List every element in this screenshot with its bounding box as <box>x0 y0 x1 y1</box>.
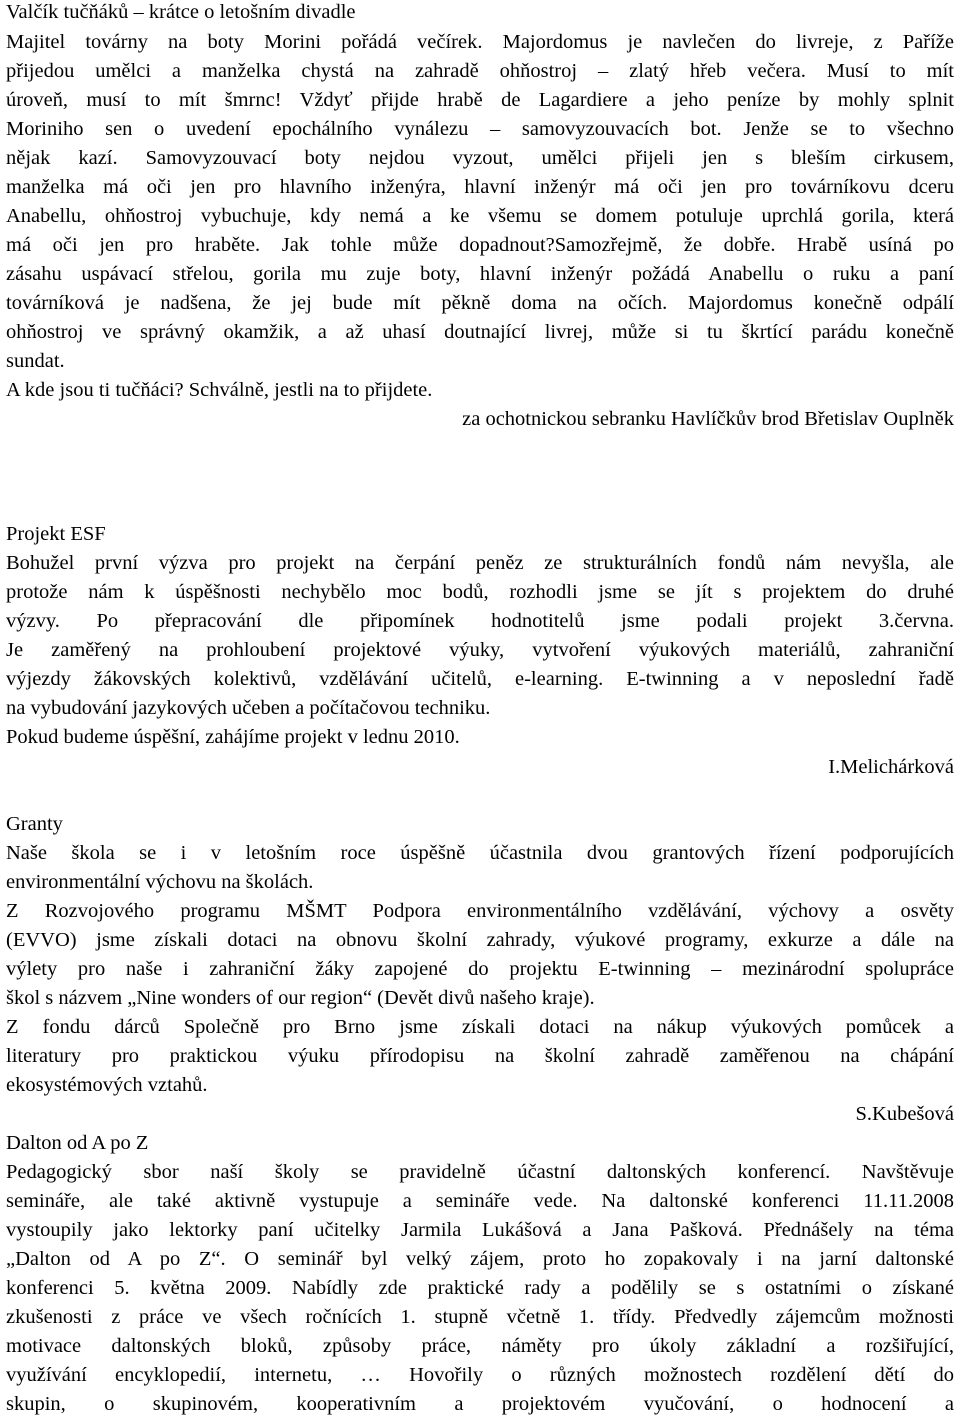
section-title-divadlo: Valčík tučňáků – krátce o letošním divadle <box>6 1 356 23</box>
paragraph-line: má oči jen pro hraběte. Jak tohle může dopadnout?Samozřejmě, že dobře. Hrabě usíná po <box>6 234 954 256</box>
paragraph-line: zásahu uspávací střelou, gorila mu zuje boty, hlavní inženýr požádá Anabellu o ruku a paní <box>6 263 954 285</box>
paragraph-line: Z fondu dárců Společně pro Brno jsme získali dotaci na nákup výukových pomůcek a <box>6 1016 954 1038</box>
paragraph-line: Naše škola se i v letošním roce úspěšně účastnila dvou grantových řízení podporujících <box>6 842 954 864</box>
section-title-dalton: Dalton od A po Z <box>6 1132 149 1154</box>
paragraph-line: (EVVO) jsme získali dotaci na obnovu školní zahrady, výukové programy, exkurze a dále na <box>6 929 954 951</box>
paragraph-line: na vybudování jazykových učeben a počítačovou techniku. <box>6 697 491 719</box>
paragraph-line: semináře, ale také aktivně vystupuje a semináře vede. Na daltonské konferenci 11.11.2008 <box>6 1190 954 1212</box>
paragraph-line: Moriniho sen o uvedení epochálního vynálezu – samovyzouvacích bot. Jenže se to všechno <box>6 118 954 140</box>
paragraph-line: Majitel továrny na boty Morini pořádá večírek. Majordomus je navlečen do livreje, z Paříže <box>6 31 954 53</box>
paragraph-line: Pokud budeme úspěšní, zahájíme projekt v lednu 2010. <box>6 726 460 748</box>
paragraph-line: manželka má oči jen pro hlavního inženýra, hlavní inženýr má oči jen pro továrníkovu dceru <box>6 176 954 198</box>
paragraph-line: škol s názvem „Nine wonders of our region“ (Devět divů našeho kraje). <box>6 987 595 1009</box>
paragraph-line: A kde jsou ti tučňáci? Schválně, jestli na to přijdete. <box>6 379 433 401</box>
paragraph-line: nějak kazí. Samovyzouvací boty nejdou vyzout, umělci přijeli jen s bleším cirkusem, <box>6 147 954 169</box>
paragraph-line: skupin, o skupinovém, kooperativním a projektovém vyučování, o hodnocení a <box>6 1393 954 1415</box>
paragraph-line: výlety pro naše i zahraniční žáky zapojené do projektu E-twinning – mezinárodní spolupráce <box>6 958 954 980</box>
paragraph-line: Je zaměřený na prohloubení projektové výuky, vytvoření výukových materiálů, zahraniční <box>6 639 954 661</box>
paragraph-line: ohňostroj ve správný okamžik, a až uhasí doutnající livrej, může si tu škrtící parádu konečně <box>6 321 954 343</box>
paragraph-line: konferenci 5. května 2009. Nabídly zde praktické rady a podělily se s ostatními o získané <box>6 1277 954 1299</box>
paragraph-line: úroveň, musí to mít šmrnc! Vždyť přijde hrabě de Lagardiere a jeho peníze by mohly splnit <box>6 89 954 111</box>
paragraph-line: přijedou umělci a manželka chystá na zahradě ohňostroj – zlatý hřeb večera. Musí to mít <box>6 60 954 82</box>
section-title-esf: Projekt ESF <box>6 523 106 545</box>
paragraph-line: protože nám k úspěšnosti nechybělo moc bodů, rozhodli jsme se jít s projektem do druhé <box>6 581 954 603</box>
paragraph-line: motivace daltonských bloků, způsoby práce, náměty pro úkoly základní a rozšiřující, <box>6 1335 954 1357</box>
paragraph-line: výjezdy žákovských kolektivů, vzdělávání učitelů, e-learning. E-twinning a v neposlední řadě <box>6 668 954 690</box>
paragraph-line: továrníková je nadšena, že jej bude mít pěkně doma na očích. Majordomus konečně odpálí <box>6 292 954 314</box>
paragraph-line: environmentální výchovu na školách. <box>6 871 314 893</box>
paragraph-line: vystoupily jako lektorky paní učitelky Jarmila Lukášová a Jana Pašková. Přednášely na téma <box>6 1219 954 1241</box>
paragraph-line: Bohužel první výzva pro projekt na čerpání peněz ze strukturálních fondů nám nevyšla, ale <box>6 552 954 574</box>
paragraph-line: výzvy. Po přepracování dle připomínek hodnotitelů jsme podali projekt 3.června. <box>6 610 954 632</box>
paragraph-line: Z Rozvojového programu MŠMT Podpora environmentálního vzdělávání, výchovy a osvěty <box>6 900 954 922</box>
paragraph-line: Anabellu, ohňostroj vybuchuje, kdy nemá a ke všemu se domem potuluje uprchlá gorila, která <box>6 205 954 227</box>
signature-esf: I.Melichárková <box>828 756 954 778</box>
paragraph-line: zkušenosti z práce ve všech ročnících 1. stupně včetně 1. třídy. Předvedly zájemcům možnosti <box>6 1306 954 1328</box>
section-title-granty: Granty <box>6 813 63 835</box>
paragraph-line: využívání encyklopedií, internetu, … Hovořily o různých možnostech rozdělení dětí do <box>6 1364 954 1386</box>
paragraph-line: sundat. <box>6 350 65 372</box>
paragraph-line: Pedagogický sbor naší školy se pravidelně účastní daltonských konferencí. Navštěvuje <box>6 1161 954 1183</box>
paragraph-line: „Dalton od A po Z“. O seminář byl velký zájem, proto ho zopakovaly i na jarní daltonské <box>6 1248 954 1270</box>
paragraph-line: literatury pro praktickou výuku přírodopisu na školní zahradě zaměřenou na chápání <box>6 1045 954 1067</box>
paragraph-line: ekosystémových vztahů. <box>6 1074 208 1096</box>
signature-granty: S.Kubešová <box>855 1103 954 1125</box>
signature-divadlo: za ochotnickou sebranku Havlíčkův brod Břetislav Ouplněk <box>462 408 954 430</box>
